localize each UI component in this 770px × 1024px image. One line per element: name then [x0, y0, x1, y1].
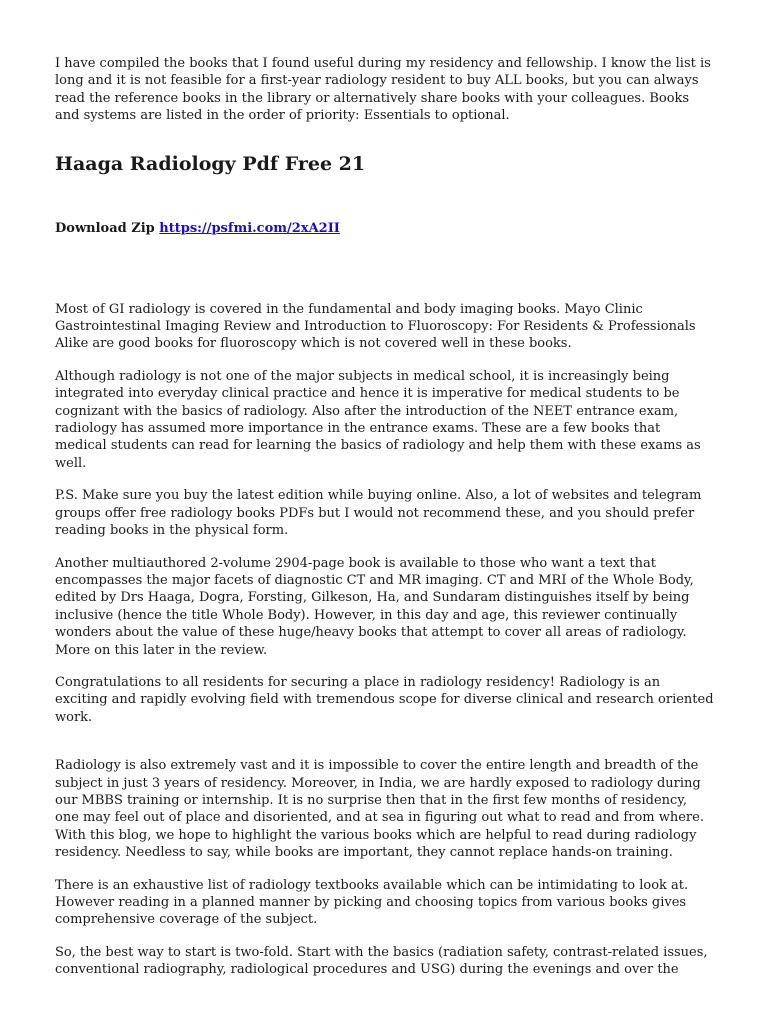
paragraph-gi-radiology: Most of GI radiology is covered in the fundamental and body imaging books. Mayo Clinic Gastrointestinal Imaging Review and Introduction to Fluoroscopy: For Residents & Professionals Alike are good books for fluoroscopy which is not covered well in these books.: [55, 301, 696, 352]
paragraph-radiology-vast: Radiology is also extremely vast and it is impossible to cover the entire length and breadth of the subject in just 3 years of residency. Moreover, in India, we are hardly exposed to radiology during our MBBS training or internship. It is no surprise then that in the first few months of residency, one may feel out of place and disoriented, and at sea in figuring out what to read and from where. With this blog, we hope to highlight the various books which are helpful to read during radiology residency. Needless to say, while books are important, they cannot replace hands-on training.: [55, 758, 704, 861]
page-title: Haaga Radiology Pdf Free 21: [55, 152, 366, 175]
paragraph-textbook-list: There is an exhaustive list of radiology textbooks available which can be intimidating to look at. However reading in a planned manner by picking and choosing topics from various books gives comprehensive coverage of the subject.: [55, 877, 689, 928]
paragraph-medical-school: Although radiology is not one of the major subjects in medical school, it is increasingly being integrated into everyday clinical practice and hence it is imperative for medical students to be cognizant with the basics of radiology. Also after the introduction of the NEET entrance exam, radiology has assumed more importance in the entrance exams. These are a few books that medical students can read for learning the basics of radiology and help them with these exams as well.: [55, 368, 701, 471]
download-label: Download Zip: [55, 220, 155, 236]
paragraph-whole-body: Another multiauthored 2-volume 2904-page book is available to those who want a text that encompasses the major facets of diagnostic CT and MR imaging. CT and MRI of the Whole Body, edited by Drs Haaga, Dogra, Forsting, Gilkeson, Ha, and Sundaram distinguishes itself by being inclusive (hence the title Whole Body). However, in this day and age, this reviewer continually wonders about the value of these huge/heavy books that attempt to cover all areas of radiology. More on this later in the review.: [55, 555, 694, 658]
intro-paragraph: I have compiled the books that I found useful during my residency and fellowship. I know the list is long and it is not feasible for a first-year radiology resident to buy ALL books, but you can always read the reference books in the library or alternatively share books with your colleagues. Books and systems are listed in the order of priority: Essentials to optional.: [55, 56, 711, 124]
document-page: [55, 55, 715, 979]
paragraph-two-fold: So, the best way to start is two-fold. Start with the basics (radiation safety, contrast-related issues, conventional radiography, radiological procedures and USG) during the evenings and over the: [55, 944, 708, 978]
paragraph-ps-note: P.S. Make sure you buy the latest edition while buying online. Also, a lot of websites and telegram groups offer free radiology books PDFs but I would not recommend these, and you should prefer reading books in the physical form.: [55, 488, 702, 539]
download-line: [55, 220, 715, 237]
download-link[interactable]: https://psfmi.com/2xA2II: [159, 220, 340, 236]
paragraph-congratulations: Congratulations to all residents for securing a place in radiology residency! Radiology is an exciting and rapidly evolving field with tremendous scope for diverse clinical and research oriented work.: [55, 674, 714, 725]
